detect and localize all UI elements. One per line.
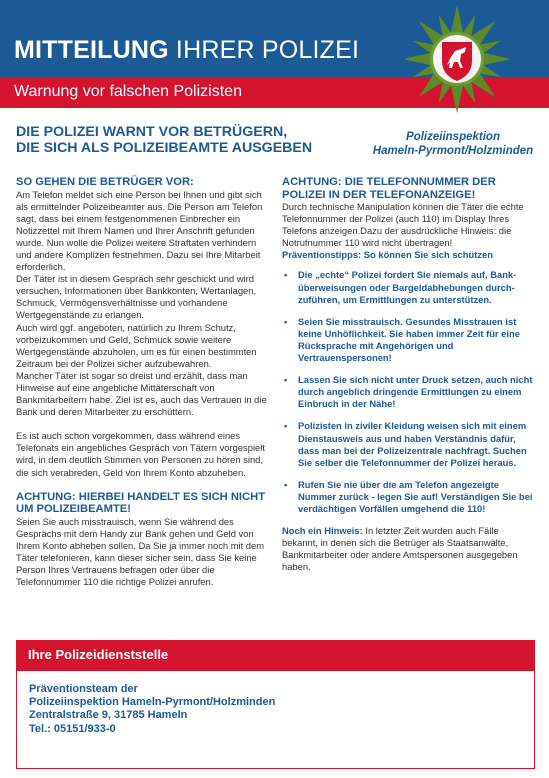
list-item: • Rufen Sie nie über die am Telefon angezeigte Nummer zurück - legen Sie auf! Verständigen Sie bei verdächtigen Vorfällen umgehend die 110! [284, 478, 533, 514]
list-item: • Lassen Sie sich nicht unter Druck setzen, auch nicht durch angeblich dringende Ermittlungen zu einem Einbruch in der Nähe! [284, 374, 533, 410]
tips-title: Präventionstipps: So können Sie sich schützen [282, 249, 493, 261]
inspection-name [368, 130, 538, 158]
title-rest: IHRER POLIZEI [175, 36, 360, 64]
left-heading-2: ACHTUNG: HIERBEI HANDELT ES SICH NICHT UM POLIZEIBEAMTE! [16, 490, 266, 516]
contact-heading: Ihre Polizeidienststelle [28, 647, 169, 662]
right-paragraph-1: Durch technische Manipulation können die Täter die echte Telefonnummer der Polizei (auch 110) im Display Ihres Telefons anzeigen.Dazu der ausdrückliche Hinweis: die Notrufnummer 110 wird nicht übertragen! [282, 201, 524, 249]
tips-list [282, 269, 535, 515]
right-column [282, 176, 535, 573]
headline-line-2: DIE SICH ALS POLIZEIBEAMTE AUSGEBEN [16, 140, 313, 156]
police-star-emblem-icon [405, 4, 509, 114]
contact-phone: Tel.: 05151/933-0 [29, 722, 116, 735]
list-item: • Die „echte“ Polizei fordert Sie niemals auf, Banküberweisungen oder Bargeldabhebungen durchzuführen, um Ermittlungen zu unterstützen. [284, 269, 517, 305]
bullet-icon: • [284, 420, 288, 432]
contact-line-3: Zentralstraße 9, 31785 Hameln [29, 709, 188, 722]
page-subtitle: Warnung vor falschen Polizisten [14, 83, 242, 100]
right-heading: ACHTUNG: DIE TELEFONNUMMER DER POLIZEI IN DER TELEFONANZEIGE! [282, 176, 496, 201]
contact-box [16, 670, 535, 769]
left-paragraph-1: Am Telefon meldet sich eine Person bei Ihnen und gibt sich als ermittelnder Polizeibeamter aus. Die Person am Telefon sagt, dass bei einem festgenommenen Einbrecher ein Notizzettel mit Ihrem Namen und Ihrer Anschrift gefunden wurde. Nun wolle die Polizei weitere Straftaten verhindern und andere Komplizen festnehmen. Dazu sei Ihre Mitarbeit erforderlich. [16, 188, 263, 273]
contact-box-header [16, 640, 535, 670]
contact-address [29, 683, 275, 736]
bullet-icon: • [284, 269, 288, 281]
page-title [14, 36, 359, 65]
inspection-line-2: Hameln-Pyrmont/Holzminden [372, 145, 534, 157]
hint-label: Noch ein Hinweis: [282, 525, 363, 537]
main-headline [16, 124, 336, 156]
left-paragraph-5: Es ist auch schon vorgekommen, dass während eines Telefonats ein angebliches Gespräch von Tätern vorgespielt wird, in dem deutlich Stimmen von Personen zu hören sind, die sich verabreden, Geld von Ihrem Konto abzuheben. [16, 430, 265, 478]
hint-text: In letzter Zeit wurden auch Fälle bekannt, in denen sich die Betrüger als Staatsanwälte, Bankmitarbeiter oder andere Amtspersonen ausgegeben haben. [282, 525, 518, 573]
hint-paragraph [282, 525, 535, 573]
bullet-icon: • [284, 374, 288, 386]
left-column [16, 176, 268, 588]
left-paragraph-3: Auch wird ggf. angeboten, natürlich zu Ihrem Schutz, vorbeizukommen und Geld, Schmuck sowie weitere Wertgegenstände abzuholen, um es für einen bestimmten Zeitraum bei der Polizei sicher aufzubewahren. [16, 321, 257, 369]
inspection-line-1: Polizeiinspektion [406, 131, 500, 143]
contact-line-1: Präventionsteam der [29, 683, 138, 695]
left-heading-1: SO GEHEN DIE BETRÜGER VOR: [16, 176, 194, 188]
contact-line-2: Polizeiinspektion Hameln-Pyrmont/Holzminden [29, 696, 276, 709]
headline-line-1: DIE POLIZEI WARNT VOR BETRÜGERN, [16, 124, 288, 140]
left-paragraph-6: Seien Sie auch misstrauisch, wenn Sie während des Gesprächs mit dem Handy zur Bank gehen und Geld von Ihrem Konto abheben sollen. Da Sie ja immer noch mit dem Täter telefonieren, kann dieser sicher sein, dass Sie keine Person Ihres Vertrauens befragen oder über die Telefonnummer 110 die richtige Polizei anrufen. [16, 515, 265, 588]
list-item: • Polizisten in ziviler Kleidung weisen sich mit einem Dienstausweis aus und haben Verständnis dafür, dass man bei der Polizeizentrale nachfragt. Suchen Sie selber die Telefonnummer der Polizei heraus. [284, 420, 527, 468]
left-paragraph-4: Mancher Täter ist sogar so dreist und erzählt, dass man Hinweise auf eine angebliche Mittäterschaft von Bankmitarbeitern habe. Ziel ist es, auch das Vertrauen in die Bank und deren Mitarbeiter zu erschüttern. [16, 369, 267, 418]
bullet-icon: • [284, 315, 288, 327]
bullet-icon: • [284, 478, 288, 490]
title-bold: MITTEILUNG [14, 36, 169, 64]
list-item: • Seien Sie misstrauisch. Gesundes Misstrauen ist keine Unhöflichkeit. Sie haben immer Zeit für eine Rücksprache mit Angehörigen und Vertrauenspersonen! [284, 315, 520, 364]
left-paragraph-2: Der Täter ist in diesem Gespräch sehr geschickt und wird versuchen, Informationen über Bankkonten, Wertanlagen, Schmuck, Vermögensverhältnisse und vorhandene Wertgegenstände zu erlangen. [16, 273, 257, 321]
